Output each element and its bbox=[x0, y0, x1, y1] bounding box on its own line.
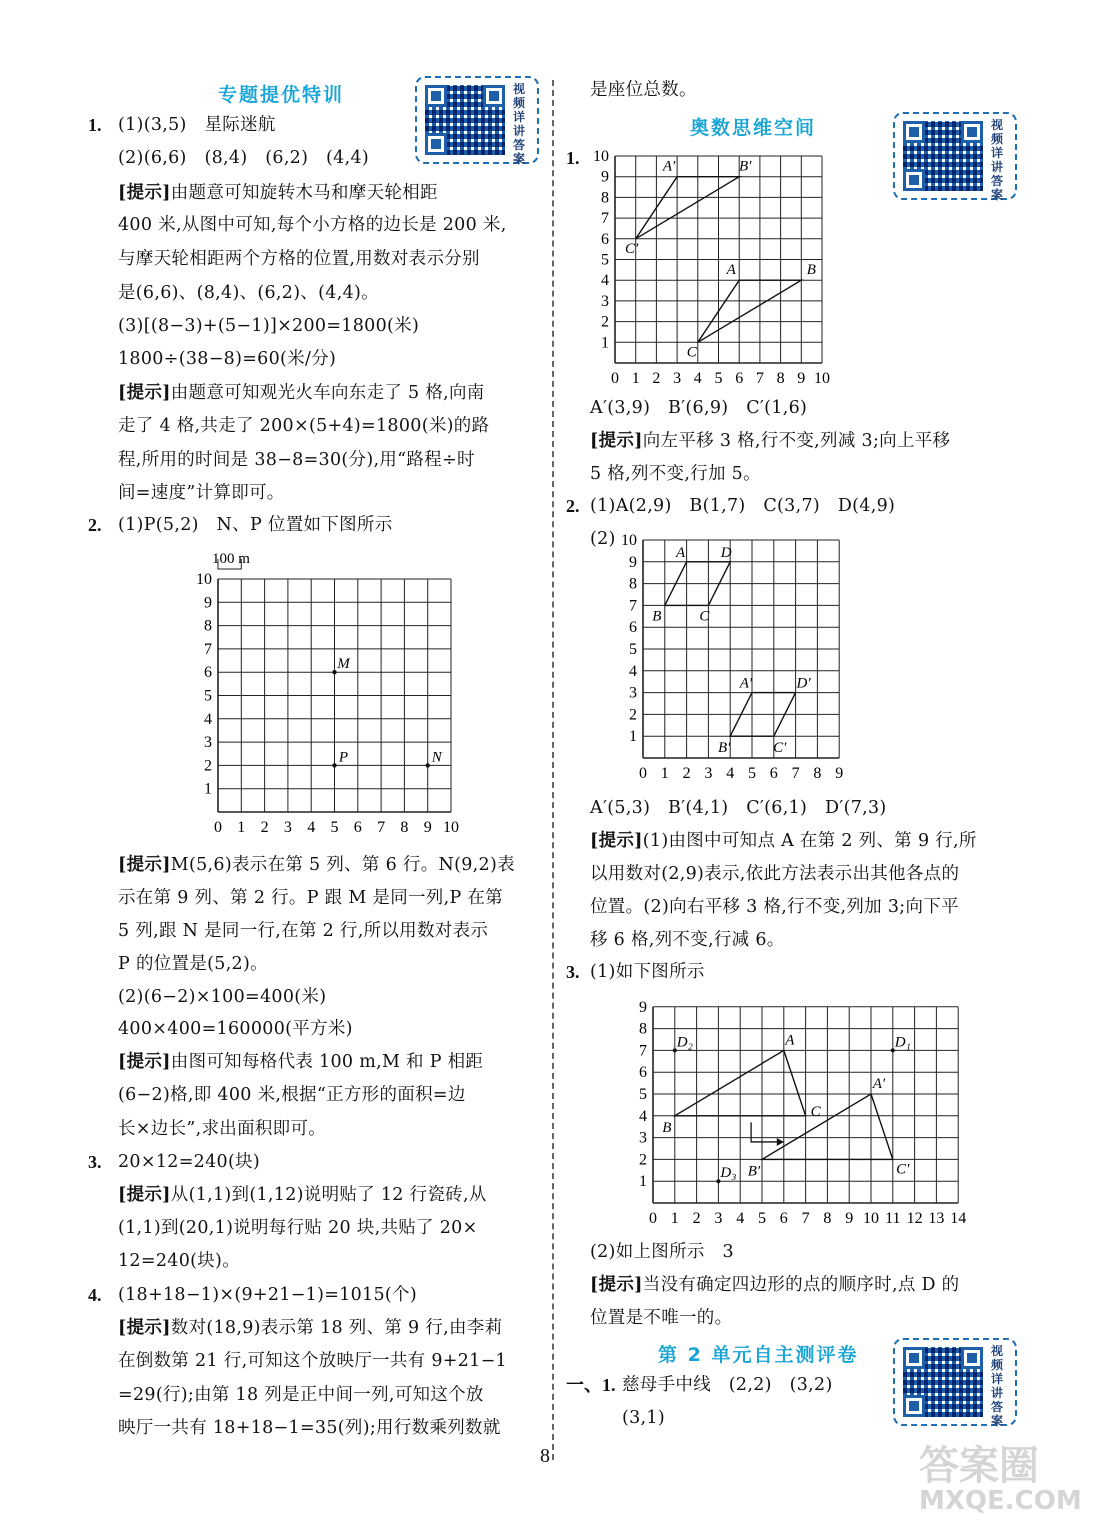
x-tick-label: 7 bbox=[801, 1210, 810, 1225]
y-tick-label: 6 bbox=[639, 1064, 647, 1082]
point-label: B bbox=[806, 262, 816, 279]
hint-label: [提示] bbox=[118, 1052, 171, 1072]
x-tick-label: 9 bbox=[797, 370, 806, 385]
y-tick-label: 1 bbox=[204, 780, 212, 798]
hint-label: [提示] bbox=[590, 1275, 643, 1295]
hint-line: 与摩天轮相距两个方格的位置,用数对表示分别 bbox=[118, 249, 480, 269]
x-tick-label: 8 bbox=[776, 370, 785, 385]
answer-line: A′(3,9) B′(6,9) C′(1,6) bbox=[590, 398, 808, 418]
y-tick-label: 1 bbox=[601, 334, 609, 352]
page-number: 8 bbox=[540, 1445, 550, 1467]
hint-line: 移 6 格,列不变,行减 6。 bbox=[590, 930, 785, 950]
hint-label: [提示] bbox=[118, 1185, 171, 1205]
triangle-shape bbox=[698, 280, 802, 342]
grid-chart-mpn bbox=[190, 545, 470, 840]
x-tick-label: 13 bbox=[928, 1210, 945, 1225]
answer-line: 400×400=160000(平方米) bbox=[118, 1019, 353, 1039]
hint-text: 从(1,1)到(1,12)说明贴了 12 行瓷砖,从 bbox=[170, 1185, 487, 1205]
answer-line: (1)(3,5) 星际迷航 bbox=[118, 115, 276, 135]
y-tick-label: 8 bbox=[601, 189, 609, 207]
qr-finder-icon bbox=[961, 121, 983, 143]
hint-line: 12=240(块)。 bbox=[118, 1251, 240, 1271]
x-tick-label: 0 bbox=[611, 370, 619, 385]
answer-line: (1)P(5,2) N、P 位置如下图所示 bbox=[118, 515, 393, 535]
hint-line: 位置是不唯一的。 bbox=[590, 1308, 733, 1328]
point-label: A′ bbox=[662, 158, 676, 175]
y-tick-label: 4 bbox=[601, 272, 609, 290]
x-tick-label: 3 bbox=[283, 819, 292, 836]
y-tick-label: 5 bbox=[601, 251, 609, 269]
qr-finder-icon bbox=[425, 85, 447, 107]
question-number: 1. bbox=[566, 148, 580, 168]
x-tick-label: 1 bbox=[660, 765, 669, 782]
qr-finder-icon bbox=[425, 133, 447, 155]
y-tick-label: 9 bbox=[204, 594, 212, 612]
point-label: A′ bbox=[872, 1076, 886, 1092]
qr-finder-icon bbox=[903, 121, 925, 143]
y-tick-label: 6 bbox=[601, 230, 609, 248]
x-tick-label: 8 bbox=[813, 765, 822, 782]
point-label: C′ bbox=[773, 740, 787, 757]
question-number: 3. bbox=[566, 962, 580, 982]
hint-line: 在倒数第 21 行,可知这个放映厅一共有 9+21−1 bbox=[118, 1351, 507, 1371]
answer-line: (1)A(2,9) B(1,7) C(3,7) D(4,9) bbox=[590, 496, 896, 516]
qr-caption: 视频详讲答案 bbox=[513, 82, 526, 166]
hint-line: 5 列,跟 N 是同一行,在第 2 行,所以用数对表示 bbox=[118, 921, 489, 941]
section-title-olympiad: 奥数思维空间 bbox=[690, 117, 817, 139]
data-point bbox=[426, 763, 430, 767]
qr-finder-icon bbox=[903, 1347, 925, 1369]
grid-chart-quadrilateral bbox=[628, 995, 973, 1225]
x-tick-label: 5 bbox=[758, 1210, 766, 1225]
hint-line bbox=[590, 1273, 959, 1297]
x-tick-label: 8 bbox=[400, 819, 409, 836]
point-label: A bbox=[785, 1032, 795, 1049]
hint-label: [提示] bbox=[590, 831, 643, 851]
hint-line bbox=[118, 853, 515, 877]
y-tick-label: 10 bbox=[196, 571, 212, 588]
x-tick-label: 0 bbox=[214, 819, 222, 836]
qr-code-box[interactable] bbox=[893, 112, 1017, 200]
y-tick-label: 6 bbox=[204, 664, 212, 682]
y-tick-label: 5 bbox=[639, 1086, 647, 1103]
x-tick-label: 3 bbox=[704, 765, 713, 782]
point-label: B′ bbox=[738, 158, 752, 175]
question-number: 2. bbox=[566, 496, 580, 516]
point-label: D₂ bbox=[676, 1034, 693, 1051]
hint-line bbox=[118, 181, 438, 205]
triangle-shape bbox=[636, 177, 740, 239]
hint-line: 是(6,6)、(8,4)、(6,2)、(4,4)。 bbox=[118, 283, 379, 303]
y-tick-label: 10 bbox=[593, 148, 609, 165]
answer-line: (2)(6−2)×100=400(米) bbox=[118, 987, 327, 1007]
x-tick-label: 2 bbox=[692, 1210, 701, 1225]
arrow-head-icon bbox=[777, 1138, 784, 1146]
hint-line: 400 米,从图中可知,每个小方格的边长是 200 米, bbox=[118, 215, 507, 235]
data-point bbox=[332, 670, 336, 674]
answer-line: (2)(6,6) (8,4) (6,2) (4,4) bbox=[118, 148, 370, 168]
x-tick-label: 3 bbox=[673, 370, 682, 385]
x-tick-label: 11 bbox=[885, 1210, 901, 1225]
x-tick-label: 7 bbox=[791, 765, 800, 782]
y-tick-label: 3 bbox=[639, 1129, 647, 1147]
hint-text: 由图可知每格代表 100 m,M 和 P 相距 bbox=[170, 1052, 484, 1072]
x-tick-label: 12 bbox=[906, 1210, 923, 1225]
point-label: C bbox=[699, 608, 710, 625]
x-tick-label: 6 bbox=[735, 370, 744, 385]
y-tick-label: 7 bbox=[629, 597, 637, 615]
hint-text: 由题意可知观光火车向东走了 5 格,向南 bbox=[170, 383, 485, 403]
hint-line: (1,1)到(20,1)说明每行贴 20 块,共贴了 20× bbox=[118, 1218, 478, 1238]
x-tick-label: 10 bbox=[814, 370, 830, 385]
hint-line: 程,所用的时间是 38−8=30(分),用“路程÷时 bbox=[118, 450, 475, 470]
y-tick-label: 9 bbox=[601, 168, 609, 186]
question-number: 一、1. bbox=[566, 1375, 616, 1395]
data-point bbox=[332, 763, 336, 767]
point-label: B′ bbox=[717, 740, 731, 757]
scale-label: 100 m bbox=[212, 551, 250, 567]
x-tick-label: 7 bbox=[755, 370, 764, 385]
y-tick-label: 2 bbox=[601, 313, 609, 331]
hint-line bbox=[590, 429, 950, 453]
x-tick-label: 6 bbox=[353, 819, 362, 836]
point-label: D′ bbox=[796, 675, 811, 692]
y-tick-label: 8 bbox=[204, 617, 212, 635]
hint-line: 示在第 9 列、第 2 行。P 跟 M 是同一列,P 在第 bbox=[118, 888, 503, 908]
hint-line bbox=[118, 381, 485, 405]
y-tick-label: 2 bbox=[639, 1151, 647, 1169]
x-tick-label: 5 bbox=[714, 370, 723, 385]
y-tick-label: 8 bbox=[639, 1020, 647, 1038]
hint-text: 当没有确定四边形的点的顺序时,点 D 的 bbox=[642, 1275, 960, 1295]
hint-text: 数对(18,9)表示第 18 列、第 9 行,由李莉 bbox=[170, 1318, 503, 1338]
y-tick-label: 2 bbox=[204, 757, 212, 775]
point-label: C bbox=[686, 344, 697, 361]
answer-line: (3)[(8−3)+(5−1)]×200=1800(米) bbox=[118, 316, 420, 336]
question-number: 4. bbox=[88, 1285, 102, 1305]
x-tick-label: 1 bbox=[237, 819, 246, 836]
y-tick-label: 1 bbox=[639, 1173, 647, 1191]
y-tick-label: 9 bbox=[639, 998, 647, 1016]
hint-text: M(5,6)表示在第 5 列、第 6 行。N(9,2)表 bbox=[170, 855, 515, 875]
x-tick-label: 8 bbox=[823, 1210, 832, 1225]
hint-text: 向左平移 3 格,行不变,列减 3;向上平移 bbox=[642, 431, 951, 451]
qr-finder-icon bbox=[961, 1347, 983, 1369]
y-tick-label: 1 bbox=[629, 728, 637, 746]
hint-line: 5 格,列不变,行加 5。 bbox=[590, 464, 761, 484]
x-tick-label: 5 bbox=[330, 819, 339, 836]
point-label: N bbox=[431, 749, 442, 766]
x-tick-label: 3 bbox=[714, 1210, 723, 1225]
y-tick-label: 6 bbox=[629, 619, 637, 637]
x-tick-label: 5 bbox=[748, 765, 756, 782]
answer-line: (3,1) bbox=[622, 1408, 665, 1428]
y-tick-label: 7 bbox=[601, 210, 609, 228]
x-tick-label: 6 bbox=[779, 1210, 788, 1225]
point-label: D₁ bbox=[894, 1034, 911, 1051]
qr-caption: 视频详讲答案 bbox=[991, 118, 1004, 202]
answer-line: (18+18−1)×(9+21−1)=1015(个) bbox=[118, 1285, 417, 1305]
point-label: M bbox=[337, 656, 350, 673]
watermark-line1: 答案圈 bbox=[919, 1443, 1039, 1489]
answer-line: 慈母手中线 (2,2) (3,2) bbox=[622, 1375, 833, 1395]
point-label: D₃ bbox=[720, 1165, 737, 1182]
x-tick-label: 10 bbox=[863, 1210, 879, 1225]
qr-finder-icon bbox=[903, 169, 925, 191]
hint-line: (6−2)格,即 400 米,根据“正方形的面积=边 bbox=[118, 1085, 466, 1105]
qr-caption: 视频详讲答案 bbox=[991, 1344, 1004, 1428]
y-tick-label: 3 bbox=[629, 684, 637, 702]
figure-prefix: (2) bbox=[590, 529, 616, 549]
x-tick-label: 0 bbox=[649, 1210, 657, 1225]
question-number: 1. bbox=[88, 115, 102, 135]
hint-line: 位置。(2)向右平移 3 格,行不变,列加 3;向下平 bbox=[590, 897, 959, 917]
point-label: A′ bbox=[739, 675, 753, 692]
y-tick-label: 4 bbox=[629, 662, 637, 680]
y-tick-label: 3 bbox=[601, 292, 609, 310]
x-tick-label: 1 bbox=[631, 370, 640, 385]
y-tick-label: 8 bbox=[629, 575, 637, 593]
hint-line: =29(行);由第 18 列是正中间一列,可知这个放 bbox=[118, 1385, 484, 1405]
qr-code-box[interactable] bbox=[415, 76, 539, 164]
answer-line: A′(5,3) B′(4,1) C′(6,1) D′(7,3) bbox=[590, 798, 887, 818]
point-label: B′ bbox=[747, 1163, 761, 1180]
x-tick-label: 4 bbox=[693, 370, 702, 385]
x-tick-label: 4 bbox=[736, 1210, 745, 1225]
watermark-line2: MXQE.COM bbox=[919, 1486, 1082, 1516]
x-tick-label: 2 bbox=[682, 765, 691, 782]
x-tick-label: 14 bbox=[950, 1210, 967, 1225]
hint-line bbox=[590, 829, 977, 853]
y-tick-label: 5 bbox=[204, 687, 212, 705]
x-tick-label: 2 bbox=[652, 370, 661, 385]
x-tick-label: 2 bbox=[260, 819, 269, 836]
watermark bbox=[909, 1434, 1082, 1524]
y-tick-label: 4 bbox=[204, 710, 212, 728]
question-number: 2. bbox=[88, 515, 102, 535]
hint-line bbox=[118, 1316, 502, 1340]
hint-line: P 的位置是(5,2)。 bbox=[118, 954, 268, 974]
x-tick-label: 10 bbox=[443, 819, 459, 836]
point-label: C′ bbox=[896, 1161, 910, 1178]
x-tick-label: 4 bbox=[726, 765, 735, 782]
qr-finder-icon bbox=[903, 1395, 925, 1417]
y-tick-label: 5 bbox=[629, 641, 637, 658]
hint-line: 走了 4 格,共走了 200×(5+4)=1800(米)的路 bbox=[118, 416, 490, 436]
y-tick-label: 9 bbox=[629, 553, 637, 571]
hint-line: 映厅一共有 18+18−1=35(列);用行数乘列数就 bbox=[118, 1418, 501, 1438]
answer-line: (1)如下图所示 bbox=[590, 962, 705, 982]
column-divider bbox=[552, 80, 554, 1460]
point-label: P bbox=[338, 749, 349, 766]
grid-chart-triangle bbox=[590, 145, 840, 385]
y-tick-label: 7 bbox=[204, 640, 212, 658]
hint-label: [提示] bbox=[590, 431, 643, 451]
section-title-special-training: 专题提优特训 bbox=[218, 84, 345, 106]
x-tick-label: 1 bbox=[670, 1210, 679, 1225]
point-label: A bbox=[676, 544, 686, 561]
point-label: C′ bbox=[625, 240, 639, 257]
hint-text: 由题意可知旋转木马和摩天轮相距 bbox=[170, 183, 438, 203]
qr-finder-icon bbox=[483, 85, 505, 107]
x-tick-label: 9 bbox=[835, 765, 844, 782]
answer-line: (2)如上图所示 3 bbox=[590, 1242, 734, 1262]
x-tick-label: 4 bbox=[307, 819, 316, 836]
y-tick-label: 4 bbox=[639, 1107, 647, 1125]
hint-label: [提示] bbox=[118, 383, 171, 403]
section-title-unit2-test: 第 2 单元自主测评卷 bbox=[658, 1344, 859, 1366]
point-label: A bbox=[726, 262, 736, 279]
hint-line: 以用数对(2,9)表示,依此方法表示出其他各点的 bbox=[590, 864, 960, 884]
point-label: C bbox=[810, 1103, 821, 1120]
qr-code-box[interactable] bbox=[893, 1338, 1017, 1426]
y-tick-label: 2 bbox=[629, 706, 637, 724]
x-tick-label: 9 bbox=[845, 1210, 854, 1225]
hint-line bbox=[118, 1183, 487, 1207]
question-number: 3. bbox=[88, 1152, 102, 1172]
hint-text: (1)由图中可知点 A 在第 2 列、第 9 行,所 bbox=[642, 831, 977, 851]
translation-arrow bbox=[751, 1122, 784, 1142]
hint-label: [提示] bbox=[118, 183, 171, 203]
x-tick-label: 6 bbox=[769, 765, 778, 782]
x-tick-label: 7 bbox=[377, 819, 386, 836]
y-tick-label: 10 bbox=[621, 532, 637, 549]
point-label: B bbox=[652, 608, 662, 625]
x-tick-label: 0 bbox=[639, 765, 647, 782]
grid-chart-parallelogram bbox=[610, 528, 860, 784]
y-tick-label: 7 bbox=[639, 1042, 647, 1060]
y-tick-label: 3 bbox=[204, 734, 212, 752]
point-label: D bbox=[720, 544, 732, 561]
x-tick-label: 9 bbox=[423, 819, 432, 836]
hint-label: [提示] bbox=[118, 855, 171, 875]
answer-line: 20×12=240(块) bbox=[118, 1152, 261, 1172]
hint-line: 间=速度”计算即可。 bbox=[118, 483, 285, 503]
answer-line: 是座位总数。 bbox=[590, 80, 697, 100]
hint-line: 长×边长”,求出面积即可。 bbox=[118, 1119, 327, 1139]
hint-label: [提示] bbox=[118, 1318, 171, 1338]
hint-line bbox=[118, 1050, 483, 1074]
point-label: B bbox=[662, 1119, 672, 1136]
answer-line: 1800÷(38−8)=60(米/分) bbox=[118, 349, 337, 369]
